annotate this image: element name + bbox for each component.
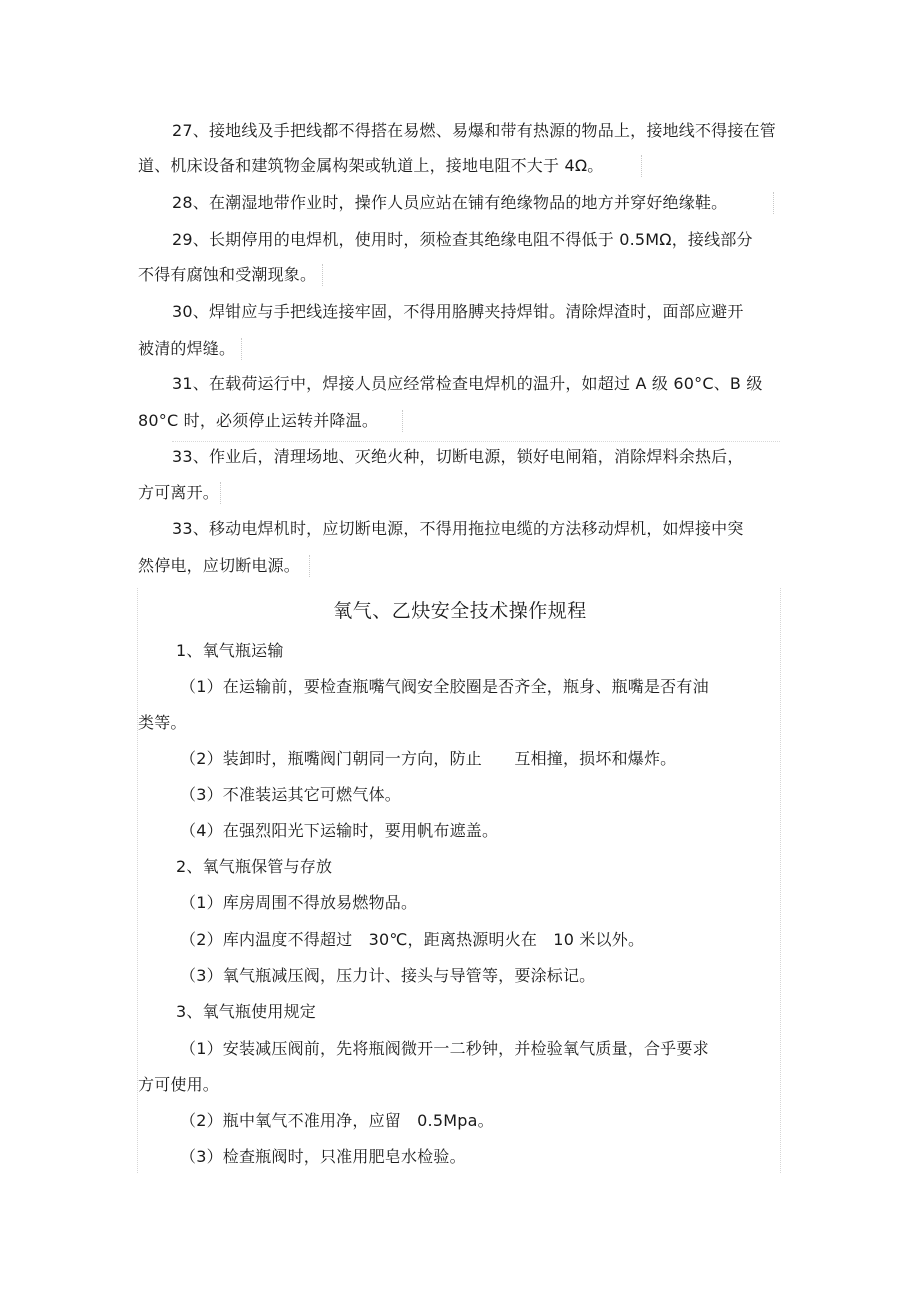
item-1-3: （3）不准装运其它可燃气体。 [180, 785, 401, 804]
rule-33a-line-2: 方可离开。 [138, 483, 220, 502]
rule-29-line-2: 不得有腐蚀和受潮现象。 [138, 265, 317, 284]
item-1-4: （4）在强烈阳光下运输时，要用帆布遮盖。 [180, 821, 499, 840]
text-cursor-mark [641, 155, 642, 177]
heading-oxygen-storage: 2、氧气瓶保管与存放 [176, 857, 333, 876]
heading-oxygen-transport: 1、氧气瓶运输 [176, 641, 284, 660]
dotted-separator [172, 441, 780, 442]
item-2-3: （3）氧气瓶减压阀，压力计、接头与导管等，要涂标记。 [180, 966, 596, 985]
rule-33b-line-2: 然停电，应切断电源。 [138, 556, 301, 575]
rule-31-line-2: 80°C 时，必须停止运转并降温。 [138, 411, 379, 430]
rule-27-line-1: 27、接地线及手把线都不得搭在易燃、易爆和带有热源的物品上，接地线不得接在管 [172, 121, 776, 140]
text-cursor-mark [241, 338, 242, 360]
section-title: 氧气、乙炔安全技术操作规程 [333, 600, 587, 622]
heading-oxygen-usage: 3、氧气瓶使用规定 [176, 1002, 316, 1021]
text-cursor-mark [309, 555, 310, 577]
item-1-1-line-1: （1）在运输前，要检查瓶嘴气阀安全胶圈是否齐全，瓶身、瓶嘴是否有油 [180, 677, 709, 696]
item-3-1-line-2: 方可使用。 [138, 1075, 220, 1094]
rule-29-line-1: 29、长期停用的电焊机，使用时，须检查其绝缘电阻不得低于 0.5MΩ，接线部分 [172, 230, 753, 249]
rule-30-line-2: 被清的焊缝。 [138, 339, 236, 358]
text-cursor-mark [402, 410, 403, 432]
item-3-2: （2）瓶中氧气不准用净，应留 0.5Mpa。 [180, 1111, 494, 1130]
item-1-1-line-2: 类等。 [138, 713, 187, 732]
text-cursor-mark [220, 482, 221, 504]
item-2-1: （1）库房周围不得放易燃物品。 [180, 893, 418, 912]
text-cursor-mark [322, 264, 323, 286]
rule-33b-line-1: 33、移动电焊机时，应切断电源，不得用拖拉电缆的方法移动焊机，如焊接中突 [172, 519, 744, 538]
rule-27-line-2: 道、机床设备和建筑物金属构架或轨道上，接地电阻不大于 4Ω。 [138, 156, 604, 175]
item-3-3: （3）检查瓶阀时，只准用肥皂水检验。 [180, 1147, 466, 1166]
rule-28-line-1: 28、在潮湿地带作业时，操作人员应站在铺有绝缘物品的地方并穿好绝缘鞋。 [172, 193, 728, 212]
rule-30-line-1: 30、焊钳应与手把线连接牢固，不得用胳膊夹持焊钳。清除焊渣时，面部应避开 [172, 302, 744, 321]
rule-31-line-1: 31、在载荷运行中，焊接人员应经常检查电焊机的温升，如超过 A 级 60°C、B 级 [172, 374, 763, 393]
rule-33a-line-1: 33、作业后，清理场地、灭绝火种，切断电源，锁好电闸箱，消除焊料余热后， [172, 447, 744, 466]
item-2-2: （2）库内温度不得超过 30℃，距离热源明火在 10 米以外。 [180, 930, 645, 949]
item-3-1-line-1: （1）安装减压阀前，先将瓶阀微开一二秒钟，并检验氧气质量，合乎要求 [180, 1039, 709, 1058]
text-cursor-mark [773, 192, 774, 214]
item-1-2: （2）装卸时，瓶嘴阀门朝同一方向，防止 互相撞，损坏和爆炸。 [180, 749, 677, 768]
section-frame-right [780, 588, 781, 1173]
